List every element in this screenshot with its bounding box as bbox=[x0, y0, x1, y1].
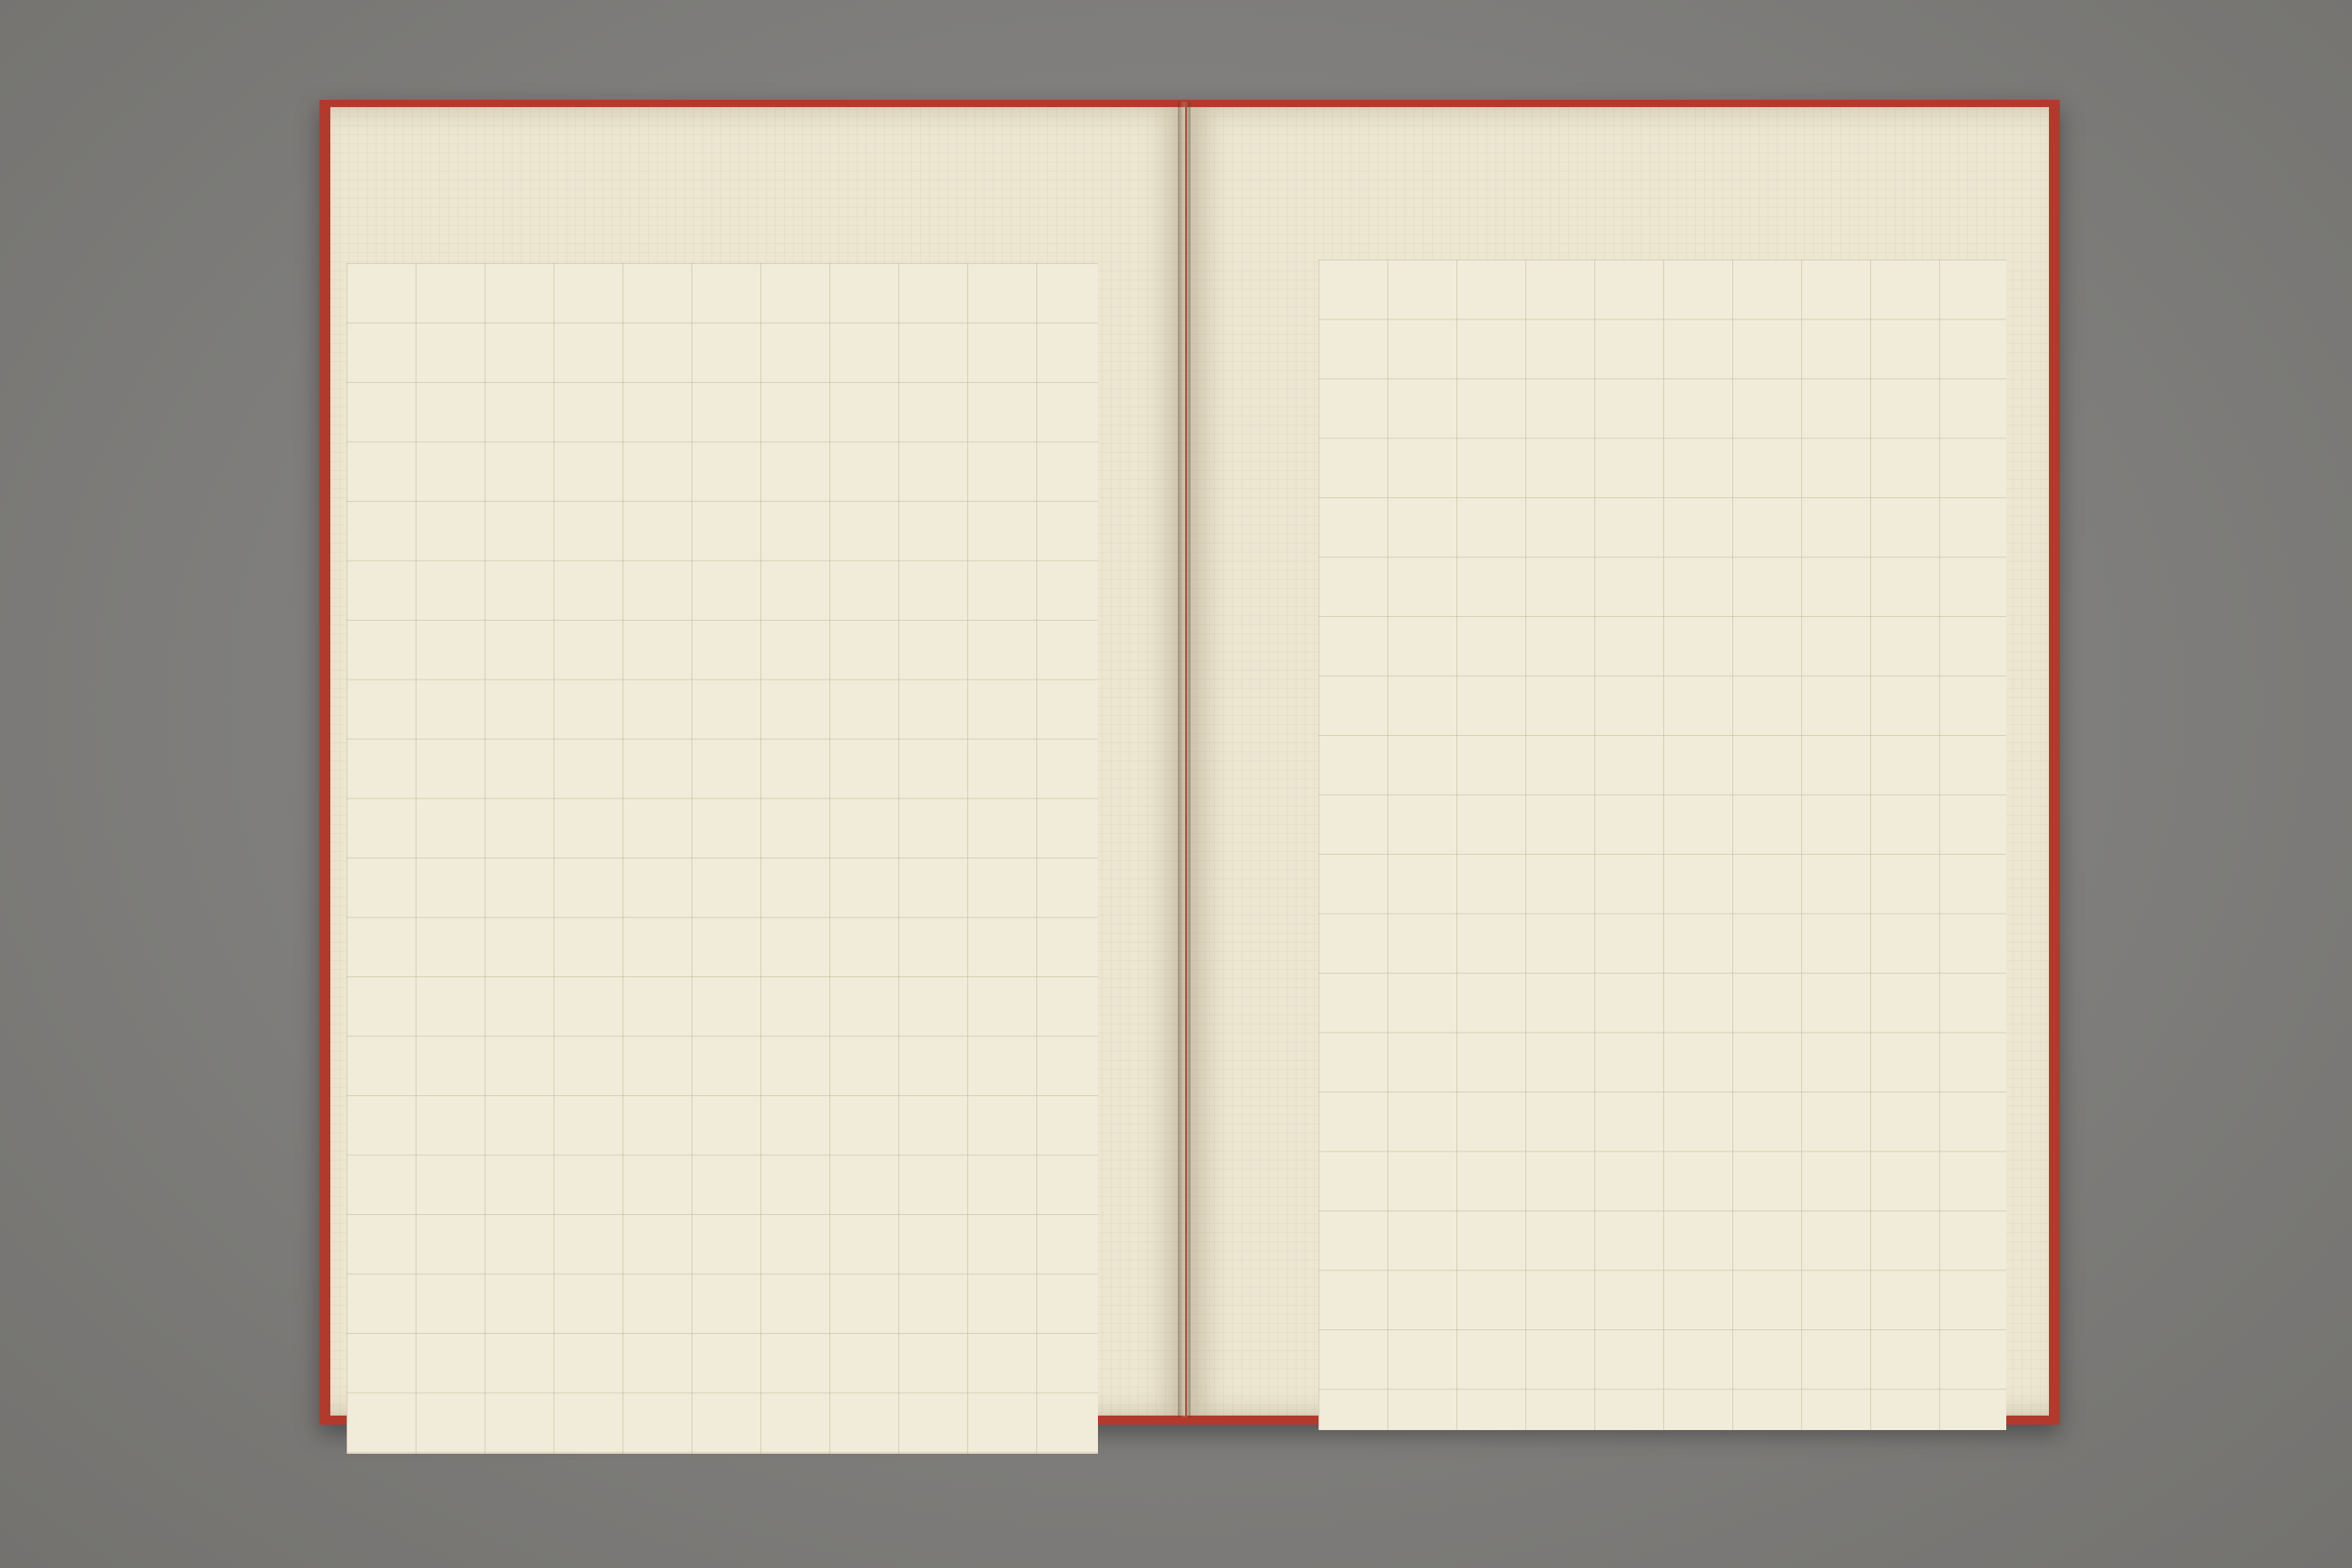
left-column-4 bbox=[822, 263, 891, 1454]
right-column-1 bbox=[1937, 260, 2006, 1430]
left-column-8 bbox=[546, 263, 615, 1454]
right-column-3 bbox=[1800, 260, 1869, 1430]
left-column-6 bbox=[684, 263, 753, 1454]
right-column-4 bbox=[1731, 260, 1800, 1430]
left-column-9 bbox=[477, 263, 546, 1454]
left-column-1 bbox=[1029, 263, 1098, 1454]
right-column-8 bbox=[1456, 260, 1525, 1430]
right-column-10 bbox=[1318, 260, 1387, 1430]
right-column-7 bbox=[1524, 260, 1593, 1430]
right-page bbox=[1187, 107, 2049, 1416]
left-column-2 bbox=[960, 263, 1029, 1454]
left-column-7 bbox=[615, 263, 684, 1454]
left-column-3 bbox=[891, 263, 960, 1454]
book-gutter bbox=[1178, 102, 1191, 1417]
right-column-2 bbox=[1868, 260, 1937, 1430]
left-page bbox=[330, 107, 1185, 1416]
right-text-block bbox=[1318, 260, 2006, 1430]
left-column-5 bbox=[753, 263, 822, 1454]
right-column-6 bbox=[1593, 260, 1662, 1430]
right-column-9 bbox=[1387, 260, 1456, 1430]
left-text-block bbox=[347, 263, 1098, 1454]
left-column-10 bbox=[408, 263, 477, 1454]
right-column-5 bbox=[1662, 260, 1731, 1430]
